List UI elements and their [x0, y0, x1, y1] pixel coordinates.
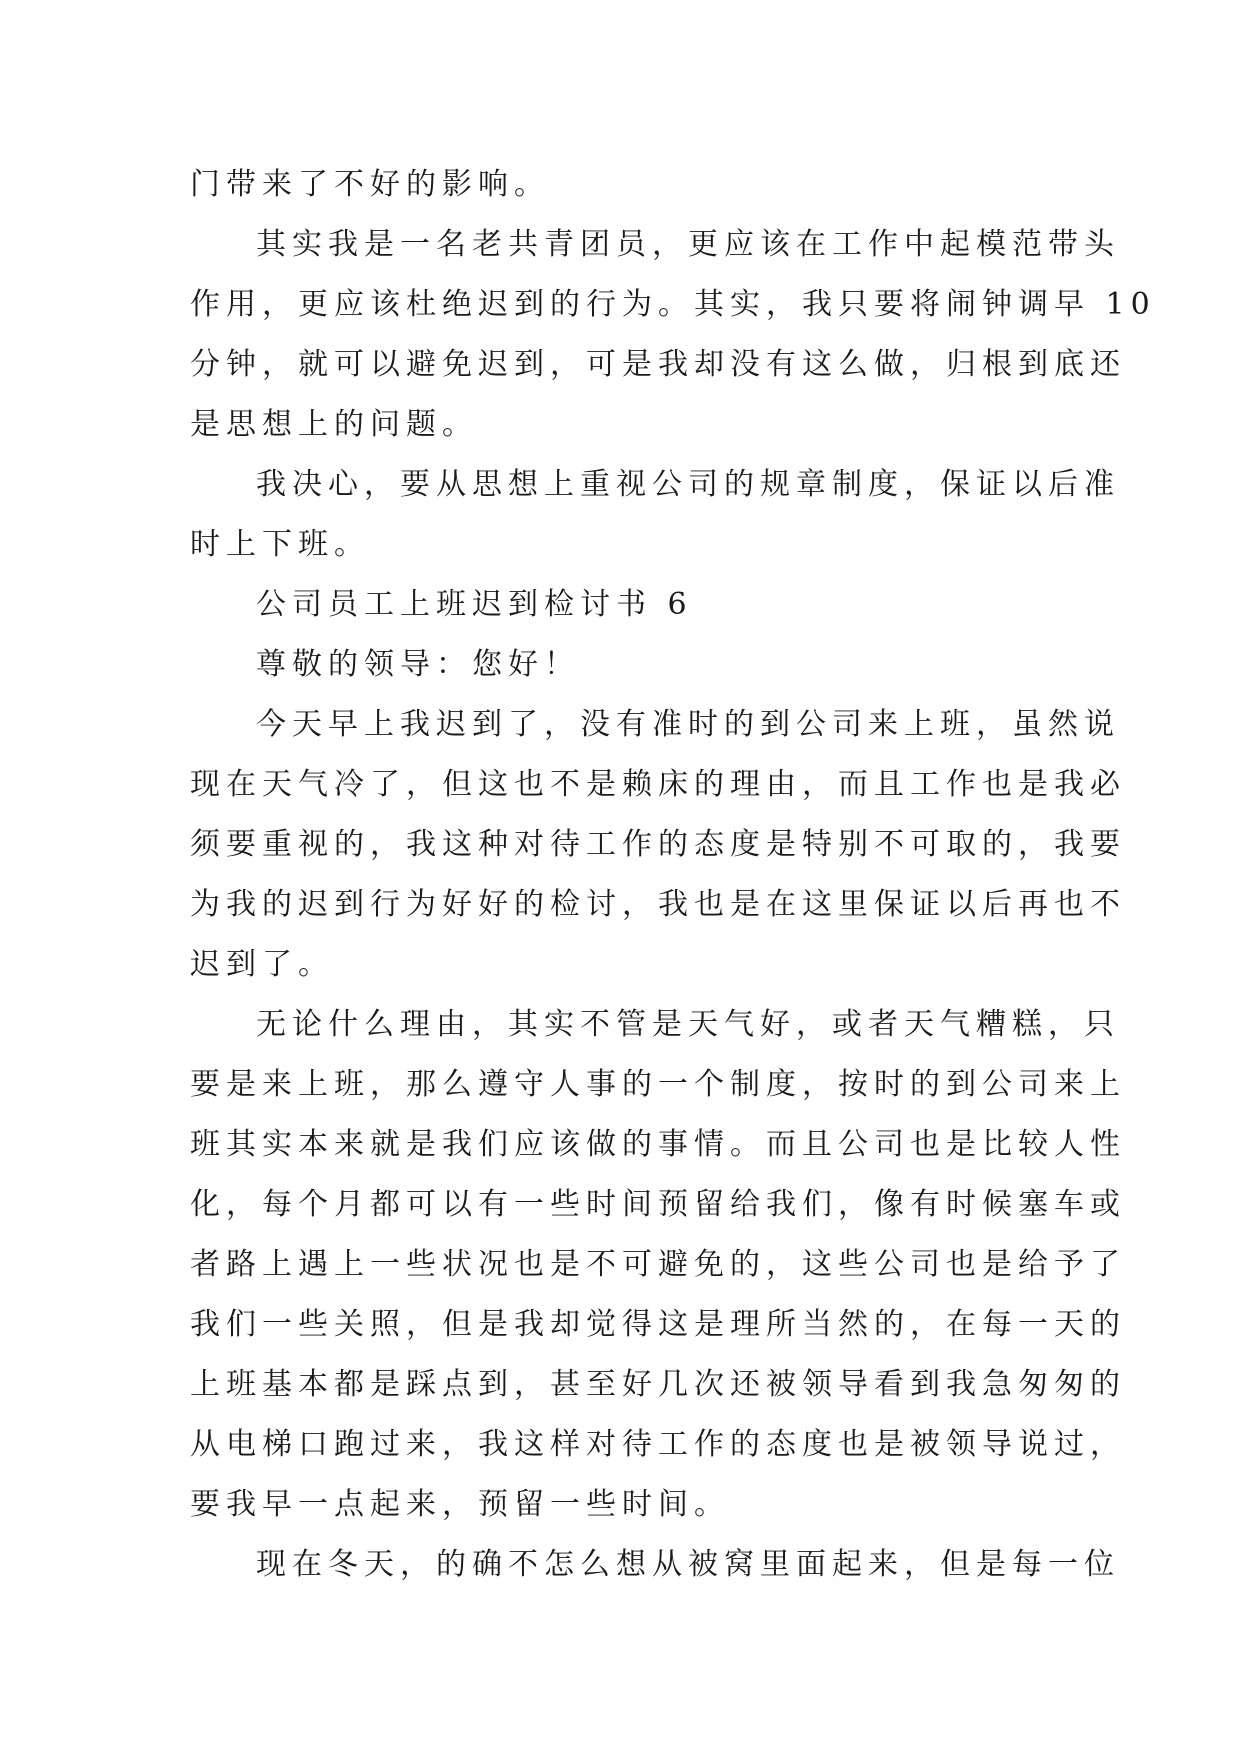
text-line: 上班基本都是踩点到，甚至好几次还被领导看到我急匆匆的 [190, 1367, 1126, 1402]
text-line: 时上下班。 [190, 527, 370, 562]
text-line: 是思想上的问题。 [190, 407, 478, 442]
text-line: 要是来上班，那么遵守人事的一个制度，按时的到公司来上 [190, 1067, 1126, 1102]
text-line: 者路上遇上一些状况也是不可避免的，这些公司也是给予了 [190, 1247, 1126, 1282]
document-body [190, 155, 1156, 1595]
text-line: 今天早上我迟到了，没有准时的到公司来上班，虽然说 [256, 707, 1120, 742]
text-line: 现在冬天，的确不怎么想从被窝里面起来，但是每一位 [256, 1547, 1120, 1582]
text-line: 班其实本来就是我们应该做的事情。而且公司也是比较人性 [190, 1127, 1126, 1162]
text-line: 无论什么理由，其实不管是天气好，或者天气糟糕，只 [256, 1007, 1120, 1042]
text-line: 作用，更应该杜绝迟到的行为。其实，我只要将闹钟调早 10 [190, 287, 1156, 322]
text-line: 现在天气冷了，但这也不是赖床的理由，而且工作也是我必 [190, 767, 1126, 802]
text-line: 分钟，就可以避免迟到，可是我却没有这么做，归根到底还 [190, 347, 1126, 382]
section-heading: 公司员工上班迟到检讨书 6 [256, 587, 693, 622]
text-line: 我决心，要从思想上重视公司的规章制度，保证以后准 [256, 467, 1120, 502]
text-line: 为我的迟到行为好好的检讨，我也是在这里保证以后再也不 [190, 887, 1126, 922]
text-line: 须要重视的，我这种对待工作的态度是特别不可取的，我要 [190, 827, 1126, 862]
salutation: 尊敬的领导：您好！ [256, 647, 580, 682]
text-line: 迟到了。 [190, 947, 334, 982]
text-line: 从电梯口跑过来，我这样对待工作的态度也是被领导说过， [190, 1427, 1126, 1462]
text-line: 门带来了不好的影响。 [190, 167, 550, 202]
text-line: 化，每个月都可以有一些时间预留给我们，像有时候塞车或 [190, 1187, 1126, 1222]
text-line: 要我早一点起来，预留一些时间。 [190, 1487, 730, 1522]
text-line: 其实我是一名老共青团员，更应该在工作中起模范带头 [256, 227, 1120, 262]
text-line: 我们一些关照，但是我却觉得这是理所当然的，在每一天的 [190, 1307, 1126, 1342]
